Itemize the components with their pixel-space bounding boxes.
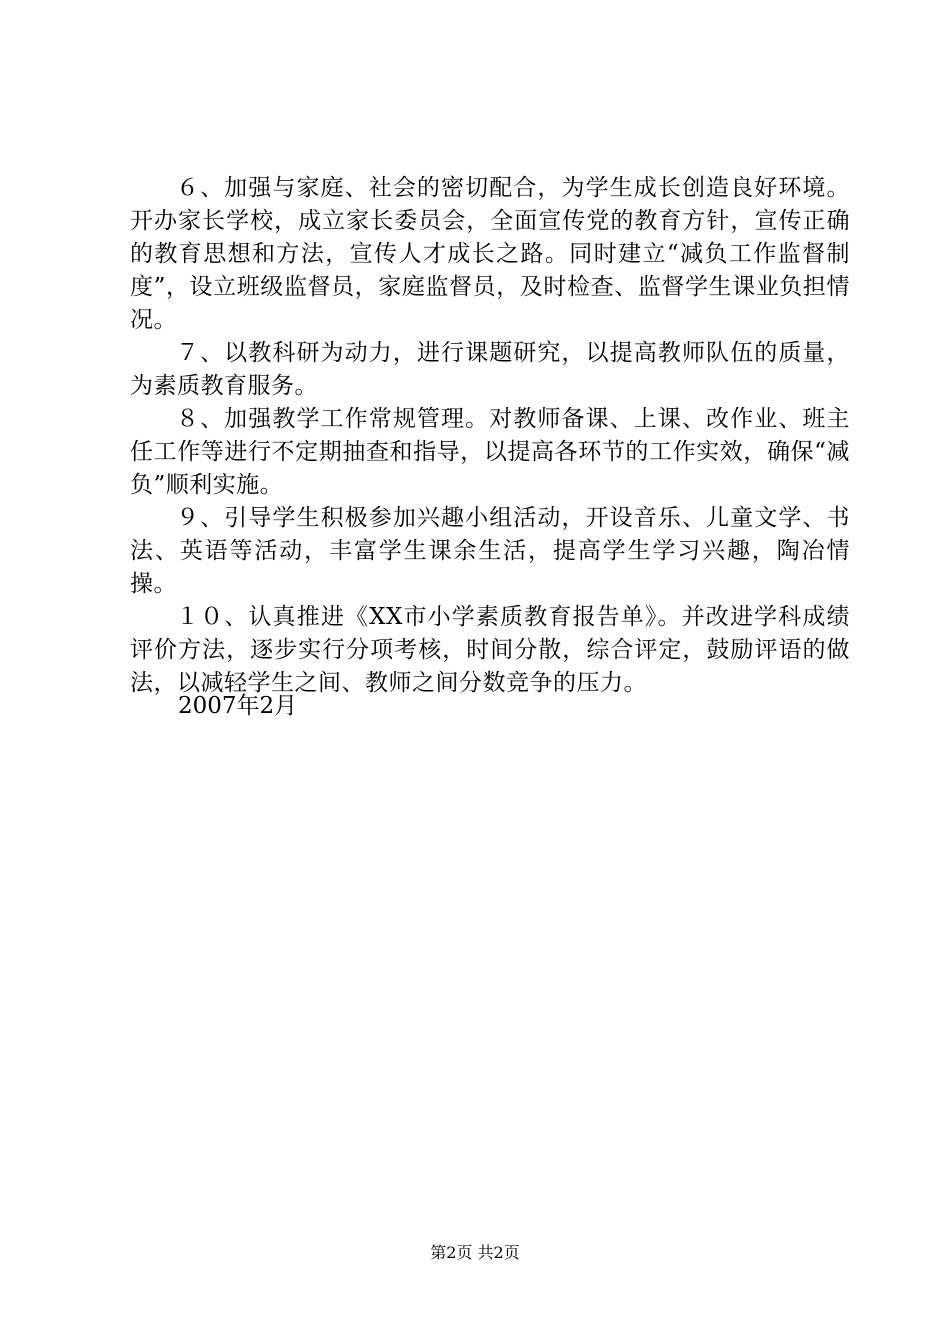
document-date: 2007年2月 <box>178 693 298 719</box>
paragraph-item-10: １０、认真推进《XX市小学素质教育报告单》。并改进学科成绩评价方法，逐步实行分项考核，时间分散，综合评定，鼓励评语的做法，以减轻学生之间、教师之间分数竞争的压力。 <box>130 604 850 696</box>
paragraph-item-9: ９、引导学生积极参加兴趣小组活动，开设音乐、儿童文学、书法、英语等活动，丰富学生课余生活，提高学生学习兴趣，陶冶情操。 <box>130 505 850 597</box>
page-footer: 第2页 共2页 <box>430 1243 520 1262</box>
paragraph-item-7: ７、以教科研为动力，进行课题研究，以提高教师队伍的质量，为素质教育服务。 <box>130 340 850 399</box>
paragraph-item-6: ６、加强与家庭、社会的密切配合，为学生成长创造良好环境。开办家长学校，成立家长委员会，全面宣传党的教育方针，宣传正确的教育思想和方法，宣传人才成长之路。同时建立“减负工作监督制度”，设立班级监督员，家庭监督员，及时检查、监督学生课业负担情况。 <box>130 175 850 333</box>
document-body <box>130 172 850 700</box>
paragraph-item-8: ８、加强教学工作常规管理。对教师备课、上课、改作业、班主任工作等进行不定期抽查和指导，以提高各环节的工作实效，确保“减负”顺利实施。 <box>130 406 850 498</box>
